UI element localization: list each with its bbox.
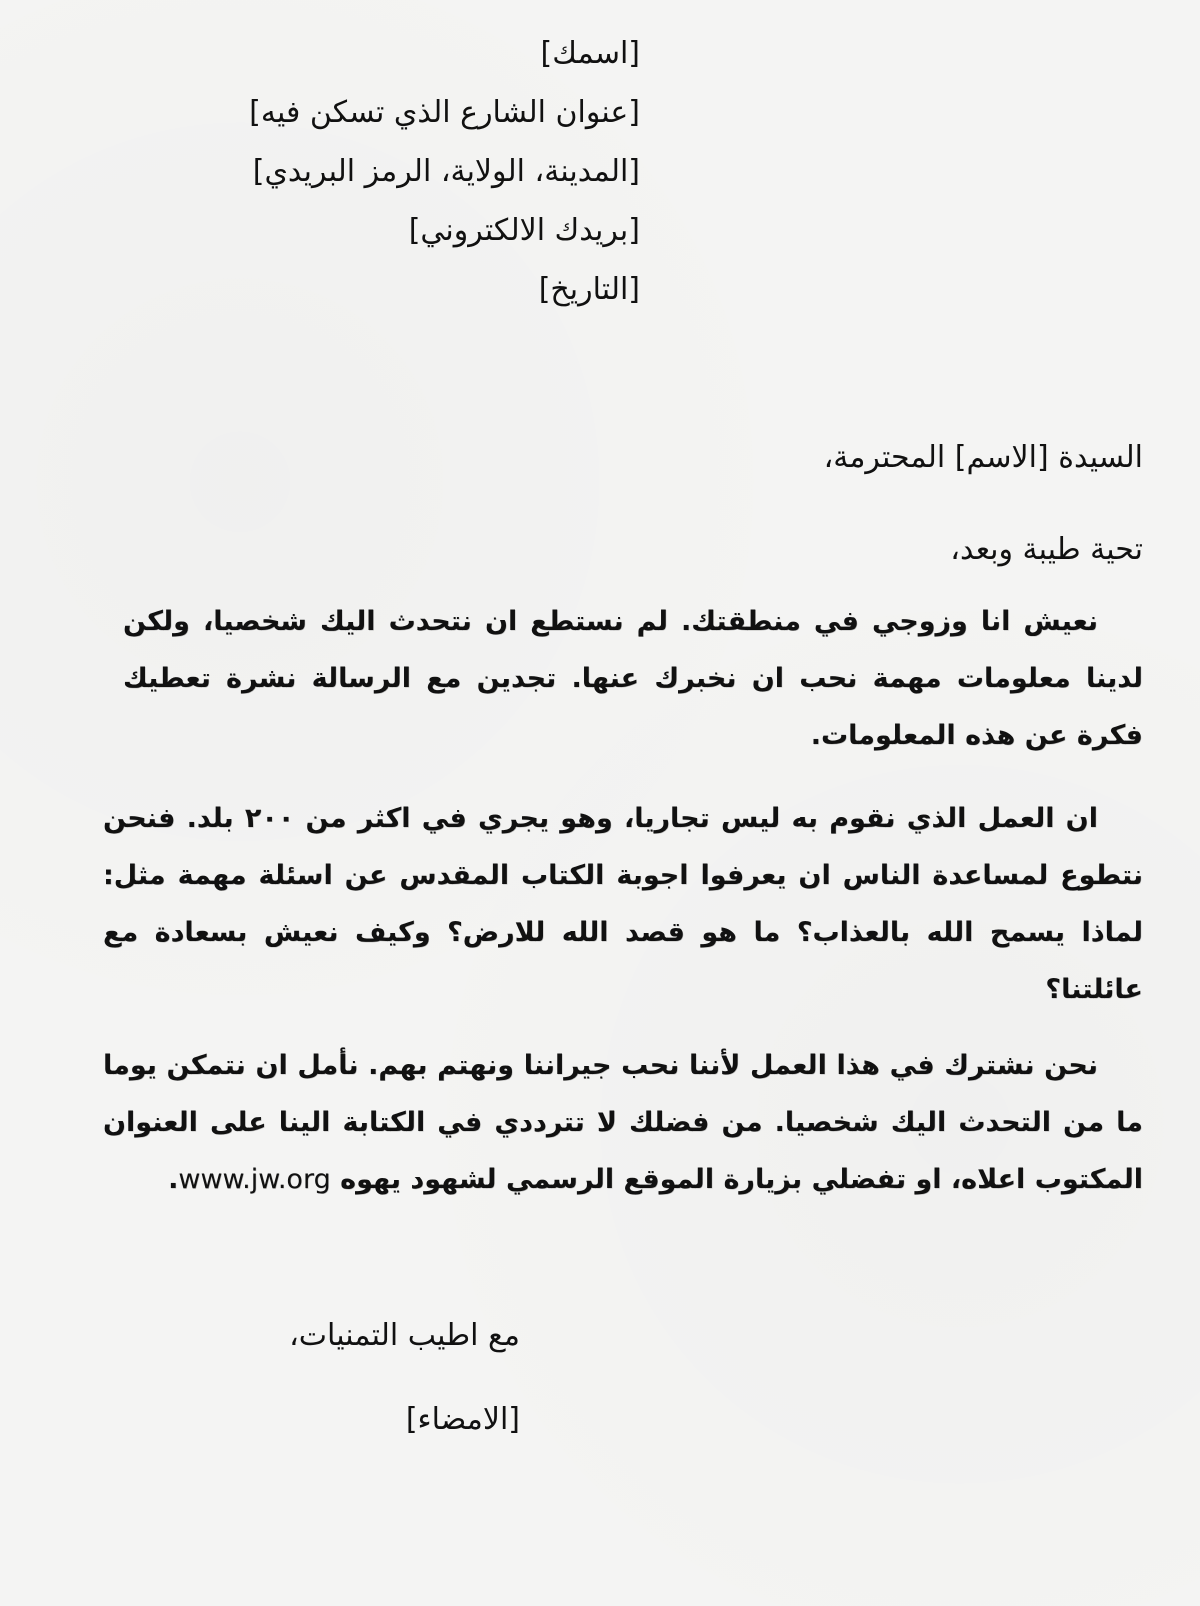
website-link[interactable]: www.jw.org xyxy=(178,1164,331,1195)
body-paragraph-2: ان العمل الذي نقوم به ليس تجاريا، وهو يجري في اكثر من ٢٠٠ بلد. فنحن نتطوع لمساعدة الناس ان يعرفوا اجوبة الكتاب المقدس عن اسئلة مهمة مثل: لماذا يسمح الله بالعذاب؟ ما هو قصد الله للارض؟ وكيف نعيش بسعادة مع عائلتنا؟ xyxy=(103,803,1143,1005)
paragraph-end-period: . xyxy=(168,1164,179,1195)
closing-line: مع اطيب التمنيات، xyxy=(289,1318,520,1353)
body-paragraph-3-text: نحن نشترك في هذا العمل لأننا نحب جيراننا ونهتم بهم. نأمل ان نتمكن يوما ما من التحدث اليك شخصيا. من فضلك لا تترددي في الكتابة الينا على العنوان المكتوب اعلاه، او تفضلي بزيارة الموقع الرسمي لشهود يهوه xyxy=(103,1050,1143,1195)
body-paragraph-1: نعيش انا وزوجي في منطقتك. لم نستطع ان نتحدث اليك شخصيا، ولكن لدينا معلومات مهمة نحب ان نخبرك عنها. تجدين مع الرسالة نشرة تعطيك فكرة عن هذه المعلومات. xyxy=(123,606,1143,751)
sender-name: [اسمك] xyxy=(540,36,640,71)
signature-placeholder: [الامضاء] xyxy=(405,1402,520,1437)
body-paragraph-3 xyxy=(103,1037,1143,1208)
salutation: السيدة [الاسم] المحترمة، xyxy=(823,440,1143,475)
greeting: تحية طيبة وبعد، xyxy=(950,532,1143,567)
sender-email: [بريدك الالكتروني] xyxy=(408,213,640,248)
sender-address-block xyxy=(249,24,640,319)
sender-city-state-zip: [المدينة، الولاية، الرمز البريدي] xyxy=(252,154,640,189)
sender-street-address: [عنوان الشارع الذي تسكن فيه] xyxy=(249,95,640,130)
letter-date: [التاريخ] xyxy=(538,272,640,307)
